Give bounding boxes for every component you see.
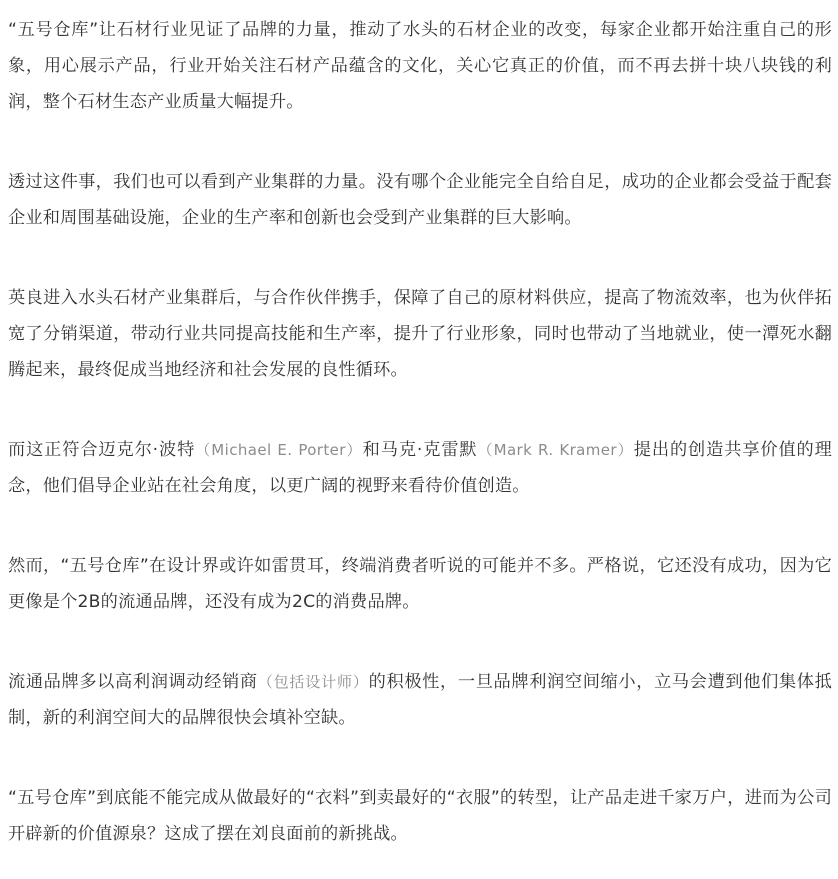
shared-value-text-1: 而这正符合迈克尔·波特 [8,440,196,460]
paragraph-distribution-brand [8,664,832,736]
paragraph-2b-brand: 然而，“五号仓库”在设计界或许如雷贯耳，终端消费者听说的可能并不多。严格说，它还没有成功，因为它更像是个2B的流通品牌，还没有成为2C的消费品牌。 [8,556,832,612]
shared-value-text-2: 和马克·克雷默 [362,440,478,460]
designer-note: （包括设计师） [257,673,369,691]
distribution-text-2: 的积极性，一旦品牌利润空间缩小，立马会遭到他们集体抵制，新的利润空间大的品牌很快会填补空缺。 [8,672,832,728]
shared-value-text-3: 提出的创造共享价值的理念，他们倡导企业站在社会角度，以更广阔的视野来看待价值创造。 [8,440,832,496]
paragraph-new-challenge: “五号仓库”到底能不能完成从做最好的“衣料”到卖最好的“衣服”的转型，让产品走进千家万户，进而为公司开辟新的价值源泉？这成了摆在刘良面前的新挑战。 [8,788,832,844]
paragraph-yingliang-cluster: 英良进入水头石材产业集群后，与合作伙伴携手，保障了自己的原材料供应，提高了物流效率，也为伙伴拓宽了分销渠道，带动行业共同提高技能和生产率，提升了行业形象，同时也带动了当地就业，使一潭死水翻腾起来，最终促成当地经济和社会发展的良性循环。 [8,288,832,380]
porter-english-name: （Michael E. Porter） [195,441,363,459]
paragraph-shared-value [8,432,832,504]
paragraph-industry-cluster: 透过这件事，我们也可以看到产业集群的力量。没有哪个企业能完全自给自足，成功的企业都会受益于配套企业和周围基础设施，企业的生产率和创新也会受到产业集群的巨大影响。 [8,172,832,228]
kramer-english-name: （Mark R. Kramer） [477,441,634,459]
distribution-text-1: 流通品牌多以高利润调动经销商 [8,672,258,692]
paragraph-brand-impact: “五号仓库”让石材行业见证了品牌的力量，推动了水头的石材企业的改变，每家企业都开始注重自己的形象，用心展示产品，行业开始关注石材产品蕴含的文化，关心它真正的价值，而不再去拼十块八块钱的利润，整个石材生态产业质量大幅提升。 [8,20,832,112]
